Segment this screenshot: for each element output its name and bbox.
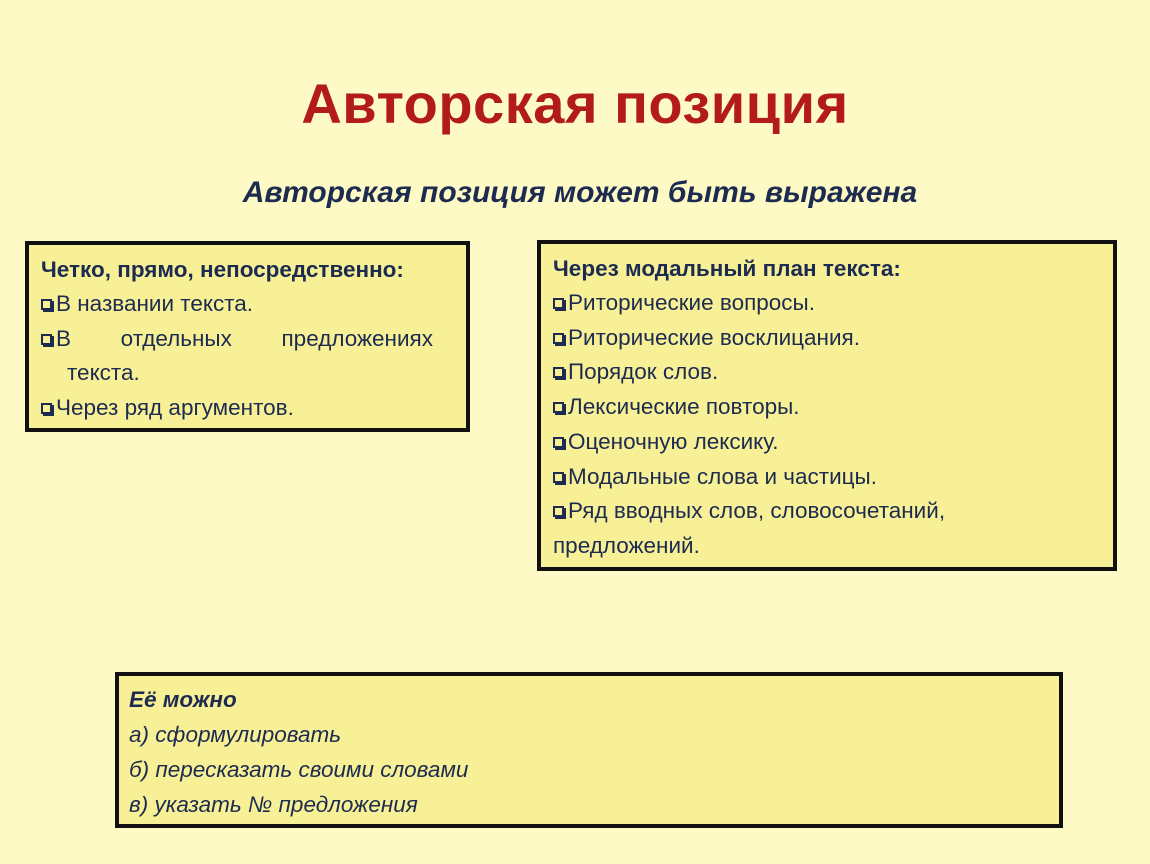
list-item-text: Через ряд аргументов. bbox=[56, 395, 294, 421]
checkbox-bullet-icon bbox=[553, 402, 564, 413]
can-do-option: б) пересказать своими словами bbox=[129, 757, 469, 782]
can-do-box bbox=[115, 672, 1063, 828]
direct-expression-box bbox=[25, 241, 470, 432]
list-item bbox=[553, 494, 1103, 529]
checkbox-bullet-icon bbox=[41, 403, 52, 414]
list-item-text: Риторические восклицания. bbox=[568, 324, 860, 350]
checkbox-bullet-icon bbox=[553, 333, 564, 344]
list-item bbox=[553, 390, 1103, 425]
list-item-text: предложениях bbox=[281, 325, 433, 351]
slide-title: Авторская позиция bbox=[301, 72, 849, 135]
modal-plan-heading: Через модальный план текста: bbox=[553, 256, 901, 281]
list-item-text: Оценочную лексику. bbox=[568, 428, 779, 454]
list-item bbox=[553, 460, 1103, 495]
modal-plan-box bbox=[537, 240, 1117, 571]
list-item bbox=[553, 355, 1103, 390]
list-item-text: отдельных bbox=[120, 325, 232, 351]
can-do-option: в) указать № предложения bbox=[129, 792, 418, 817]
list-item bbox=[41, 322, 456, 357]
list-item-text: Ряд вводных слов, словосочетаний, bbox=[568, 498, 946, 524]
can-do-heading: Её можно bbox=[129, 687, 237, 712]
slide-subtitle: Авторская позиция может быть выражена bbox=[242, 176, 918, 209]
list-item-text: Риторические вопросы. bbox=[568, 290, 815, 315]
list-item-text: В названии текста. bbox=[56, 291, 254, 316]
checkbox-bullet-icon bbox=[553, 472, 564, 483]
list-item-text: Лексические повторы. bbox=[568, 394, 800, 420]
list-item bbox=[553, 286, 1103, 321]
checkbox-bullet-icon bbox=[553, 367, 564, 378]
list-item bbox=[553, 321, 1103, 356]
list-item-continuation: текста. bbox=[67, 360, 140, 386]
list-item-continuation: предложений. bbox=[553, 532, 700, 558]
list-item-text: Модальные слова и частицы. bbox=[568, 463, 877, 489]
direct-expression-heading: Четко, прямо, непосредственно: bbox=[41, 257, 404, 282]
checkbox-bullet-icon bbox=[553, 506, 564, 517]
checkbox-bullet-icon bbox=[553, 298, 564, 309]
list-item-text: Порядок слов. bbox=[568, 359, 719, 385]
list-item bbox=[41, 391, 456, 426]
can-do-option: а) сформулировать bbox=[129, 722, 342, 747]
checkbox-bullet-icon bbox=[41, 334, 52, 345]
checkbox-bullet-icon bbox=[553, 437, 564, 448]
list-item bbox=[41, 287, 456, 322]
list-item-text: В bbox=[56, 325, 72, 351]
checkbox-bullet-icon bbox=[41, 299, 52, 310]
list-item bbox=[553, 425, 1103, 460]
